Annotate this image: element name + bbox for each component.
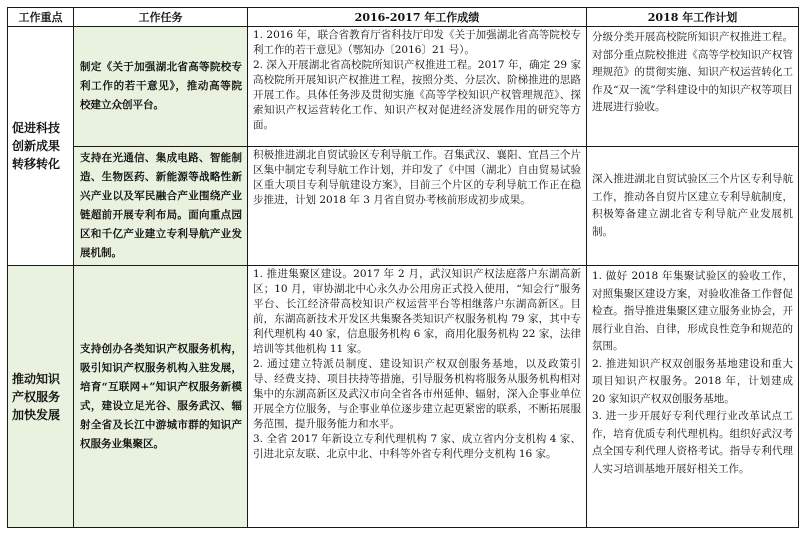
result-paragraph: 2. 通过建立特派员制度、建设知识产权双创服务基地，以及政策引导、经费支持、项目扶持等措施，引导服务机构将服务从服务机构相对集中的东湖高新区及武汉市向全省各市州延伸、辐射，深入企事业单位开展全方位服务，与企事业单位逐步建立起更紧密的联系，不断拓展服务范围，提升服务能力和水平。 (253, 358, 581, 430)
result-paragraph: 积极推进湖北自贸试验区专利导航工作。召集武汉、襄阳、宜昌三个片区集中制定专利导航工作计划，并印发了《中国（湖北）自由贸易试验区重大项目专利导航建设方案》，目前三个片区的专利导航工作正在稳步推进，计划 2018 年 3 月省自贸办考核前形成初步成果。 (253, 149, 581, 206)
area-line: 创新成果 (12, 139, 61, 153)
header-row (8, 8, 799, 27)
plan-paragraph: 3. 进一步开展好专利代理行业改革试点工作，培育优质专利代理机构。组织好武汉考点全国专利代理人资格考试。指导专利代理人实习培训基地开展好相关工作。 (592, 410, 793, 475)
header-area: 工作重点 (8, 8, 74, 27)
plan-cell (587, 266, 799, 528)
header-plan: 2018 年工作计划 (587, 8, 799, 27)
area-line: 产权服务 (12, 389, 61, 404)
result-paragraph: 1. 2016 年，联合省教育厅省科技厅印发《关于加强湖北省高等院校专利工作的若干意见》（鄂知办〔2016〕21 号）。 (253, 29, 581, 56)
area-line: 促进科技 (12, 121, 61, 135)
table-row (8, 27, 799, 147)
task-cell: 支持创办各类知识产权服务机构，吸引知识产权服务机构入驻发展，培育“互联网+”知识产权服务新模式，建设立足光谷、服务武汉、辐射全省及长江中游城市群的知识产权服务业集聚区。 (74, 266, 248, 528)
plan-paragraph: 1. 做好 2018 年集聚试验区的验收工作，对照集聚区建设方案，对验收准备工作督促检查。指导推进集聚区建立服务业协会，开展行业自治、自律，形成良性竞争和规范的氛围。 (592, 270, 793, 352)
header-result: 2016-2017 年工作成绩 (248, 8, 587, 27)
result-cell (248, 266, 587, 528)
result-paragraph: 3. 全省 2017 年新设立专利代理机构 7 家、成立省内分支机构 4 家、引进北京友联、北京中北、中科等外省专利代理分支机构 16 家。 (253, 433, 581, 460)
work-plan-sheet (7, 7, 798, 528)
task-cell: 制定《关于加强湖北省高等院校专利工作的若干意见》，推动高等院校建立众创平台。 (74, 27, 248, 147)
area-line: 加快发展 (12, 407, 61, 422)
task-cell: 支持在光通信、集成电路、智能制造、生物医药、新能源等战略性新兴产业以及军民融合产业围绕产业链超前开展专利布局。面向重点园区和千亿产业建立专利导航产业发展机制。 (74, 147, 248, 266)
result-cell (248, 27, 587, 147)
work-plan-table (7, 7, 799, 528)
result-paragraph: 2. 深入开展湖北省高校院所知识产权推进工程。2017 年，确定 29 家高校院所开展知识产权推进工程，按照分类、分层次、阶梯推进的思路开展工作。具体任务涉及贯彻实施《高等学校知识产权管理规范》、探索知识产权运营转化工作、知识产权对促进经济发展作用的研究等方面。 (253, 59, 581, 131)
plan-paragraph: 2. 推进知识产权双创服务基地建设和重大项目知识产权服务。2018 年，计划建成 20 家知识产权双创服务基地。 (592, 357, 793, 405)
header-task: 工作任务 (74, 8, 248, 27)
table-row (8, 266, 799, 528)
plan-cell: 分级分类开展高校院所知识产权推进工程。对部分重点院校推进《高等学校知识产权管理规范》的贯彻实施、知识产权运营转化工作及“双一流”学科建设中的知识产权等项目进展进行验收。 (587, 27, 799, 147)
area-line: 转移转化 (12, 157, 61, 171)
area-cell-ip-services (8, 266, 74, 528)
result-cell (248, 147, 587, 266)
table-row (8, 147, 799, 266)
area-cell-tech-transfer (8, 27, 74, 266)
plan-cell: 深入推进湖北自贸试验区三个片区专利导航工作，推动各自贸片区建立专利导航制度，积极筹备建立湖北省专利导航产业发展机制。 (587, 147, 799, 266)
result-paragraph: 1. 推进集聚区建设。2017 年 2 月，武汉知识产权法庭落户东湖高新区；10 月，审协湖北中心永久办公用房正式投入使用，“知会行”服务平台、长江经济带高校知识产权运营平台等相继落户东湖高新区。目前，东湖高新技术开发区共集聚各类知识产权服务机构 79 家，其中专利代理机构 40 家，信息服务机构 6 家，商用化服务机构 22 家，法律培训等其他机构 11 家。 (253, 268, 581, 355)
area-line: 推动知识 (12, 371, 61, 386)
